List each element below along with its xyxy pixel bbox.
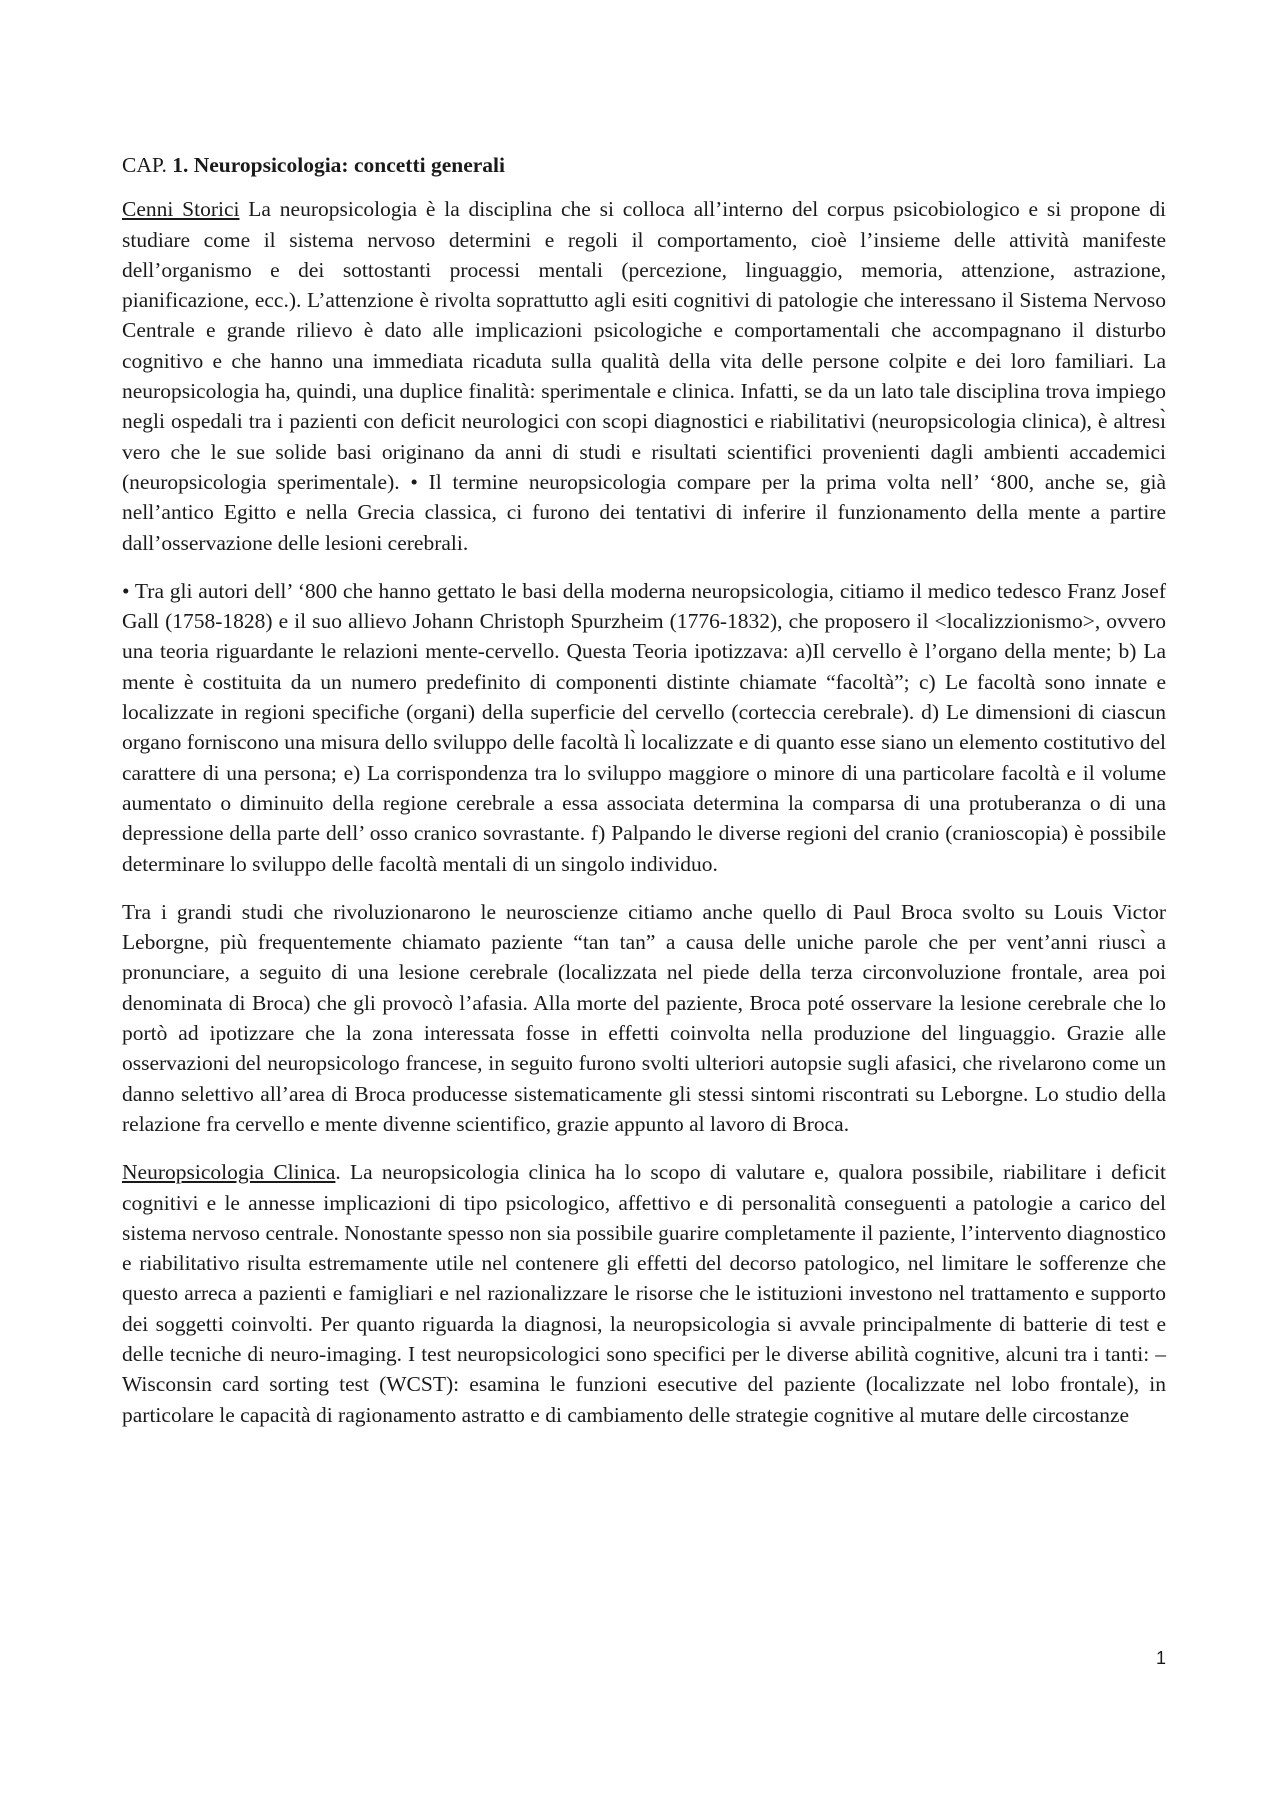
paragraph-text: . La neuropsicologia clinica ha lo scopo di valutare e, qualora possibile, riabilitare i deficit cognitivi e le annesse implicazioni di tipo psicologico, affettivo e di personalità conseguenti a patologie a carico del sistema nervoso centrale. Nonostante spesso non sia possibile guarire completamente il paziente, l’intervento diagnostico e riabilitativo risulta estremamente utile nel contenere gli effetti del decorso patologico, nel limitare le sofferenze che questo arreca a pazienti e famigliari e nel razionalizzare le risorse che le istituzioni investono nel trattamento e supporto dei soggetti coinvolti. Per quanto riguarda la diagnosi, la neuropsicologia si avvale principalmente di batterie di test e delle tecniche di neuro-imaging. I test neuropsicologici sono specifici per le diverse abilità cognitive, alcuni tra i tanti: – Wisconsin card sorting test (WCST): esamina le funzioni esecutive del paziente (localizzate nel lobo frontale), in particolare le capacità di ragionamento astratto e di cambiamento delle strategie cognitive al mutare delle circostanze	[122, 1160, 1166, 1427]
chapter-heading	[122, 150, 1166, 180]
section-heading-cenni-storici: Cenni Storici	[122, 197, 240, 222]
chapter-prefix: CAP.	[122, 153, 173, 177]
paragraph-clinica	[122, 1157, 1166, 1430]
paragraph-text: La neuropsicologia è la disciplina che si colloca all’interno del corpus psicobiologico e si propone di studiare come il sistema nervoso determini e regoli il comportamento, cioè l’insieme delle attività manifeste dell’organismo e dei sottostanti processi mentali (percezione, linguaggio, memoria, attenzione, astrazione, pianificazione, ecc.). L’attenzione è rivolta soprattutto agli esiti cognitivi di patologie che interessano il Sistema Nervoso Centrale e grande rilievo è dato alle implicazioni psicologiche e comportamentali che accompagnano il disturbo cognitivo e che hanno una immediata ricaduta sulla qualità della vita delle persone colpite e dei loro familiari. La neuropsicologia ha, quindi, una duplice finalità: sperimentale e clinica. Infatti, se da un lato tale disciplina trova impiego negli ospedali tra i pazienti con deficit neurologici con scopi diagnostici e riabilitativi (neuropsicologia clinica), è altresı̀ vero che le sue solide basi originano da anni di studi e risultati scientifici provenienti dagli ambienti accademici (neuropsicologia sperimentale). • Il termine neuropsicologia compare per la prima volta nell’ ‘800, anche se, già nell’antico Egitto e nella Grecia classica, ci furono dei tentativi di inferire il funzionamento della mente a partire dall’osservazione delle lesioni cerebrali.	[122, 197, 1167, 555]
paragraph-gall: • Tra gli autori dell’ ‘800 che hanno gettato le basi della moderna neuropsicologia, citiamo il medico tedesco Franz Josef Gall (1758-1828) e il suo allievo Johann Christoph Spurzheim (1776-1832), che proposero il <localizzionismo>, ovvero una teoria riguardante le relazioni mente-cervello. Questa Teoria ipotizzava: a)Il cervello è l’organo della mente; b) La mente è costituita da un numero predefinito di componenti distinte chiamate “facoltà”; c) Le facoltà sono innate e localizzate in regioni specifiche (organi) della superficie del cervello (corteccia cerebrale). d) Le dimensioni di ciascun organo forniscono una misura dello sviluppo delle facoltà lı̀ localizzate e di quanto esse siano un elemento costitutivo del carattere di una persona; e) La corrispondenza tra lo sviluppo maggiore o minore di una particolare facoltà e il volume aumentato o diminuito della regione cerebrale a essa associata determina la comparsa di una protuberanza o di una depressione della parte dell’ osso cranico sovrastante. f) Palpando le diverse regioni del cranio (cranioscopia) è possibile determinare lo sviluppo delle facoltà mentali di un singolo individuo.	[122, 578, 1166, 876]
page-content	[122, 150, 1166, 1448]
chapter-title: 1. Neuropsicologia: concetti generali	[172, 153, 505, 177]
paragraph-cenni-storici	[122, 194, 1166, 558]
paragraph-broca: Tra i grandi studi che rivoluzionarono le neuroscienze citiamo anche quello di Paul Broca svolto su Louis Victor Leborgne, più frequentemente chiamato paziente “tan tan” a causa delle uniche parole che per vent’anni riuscı̀ a pronunciare, a seguito di una lesione cerebrale (localizzata nel piede della terza circonvoluzione frontale, area poi denominata di Broca) che gli provocò l’afasia. Alla morte del paziente, Broca poté osservare la lesione cerebrale che lo portò ad ipotizzare che la zona interessata fosse in effetti coinvolta nella produzione del linguaggio. Grazie alle osservazioni del neuropsicologo francese, in seguito furono svolti ulteriori autopsie sugli afasici, che rivelarono come un danno selettivo all’area di Broca producesse sistematicamente gli stessi sintomi riscontrati su Leborgne. Lo studio della relazione fra cervello e mente divenne scientifico, grazie appunto al lavoro di Broca.	[122, 899, 1166, 1136]
page-number: 1	[1155, 1648, 1166, 1668]
section-heading-clinica: Neuropsicologia Clinica	[122, 1160, 336, 1185]
